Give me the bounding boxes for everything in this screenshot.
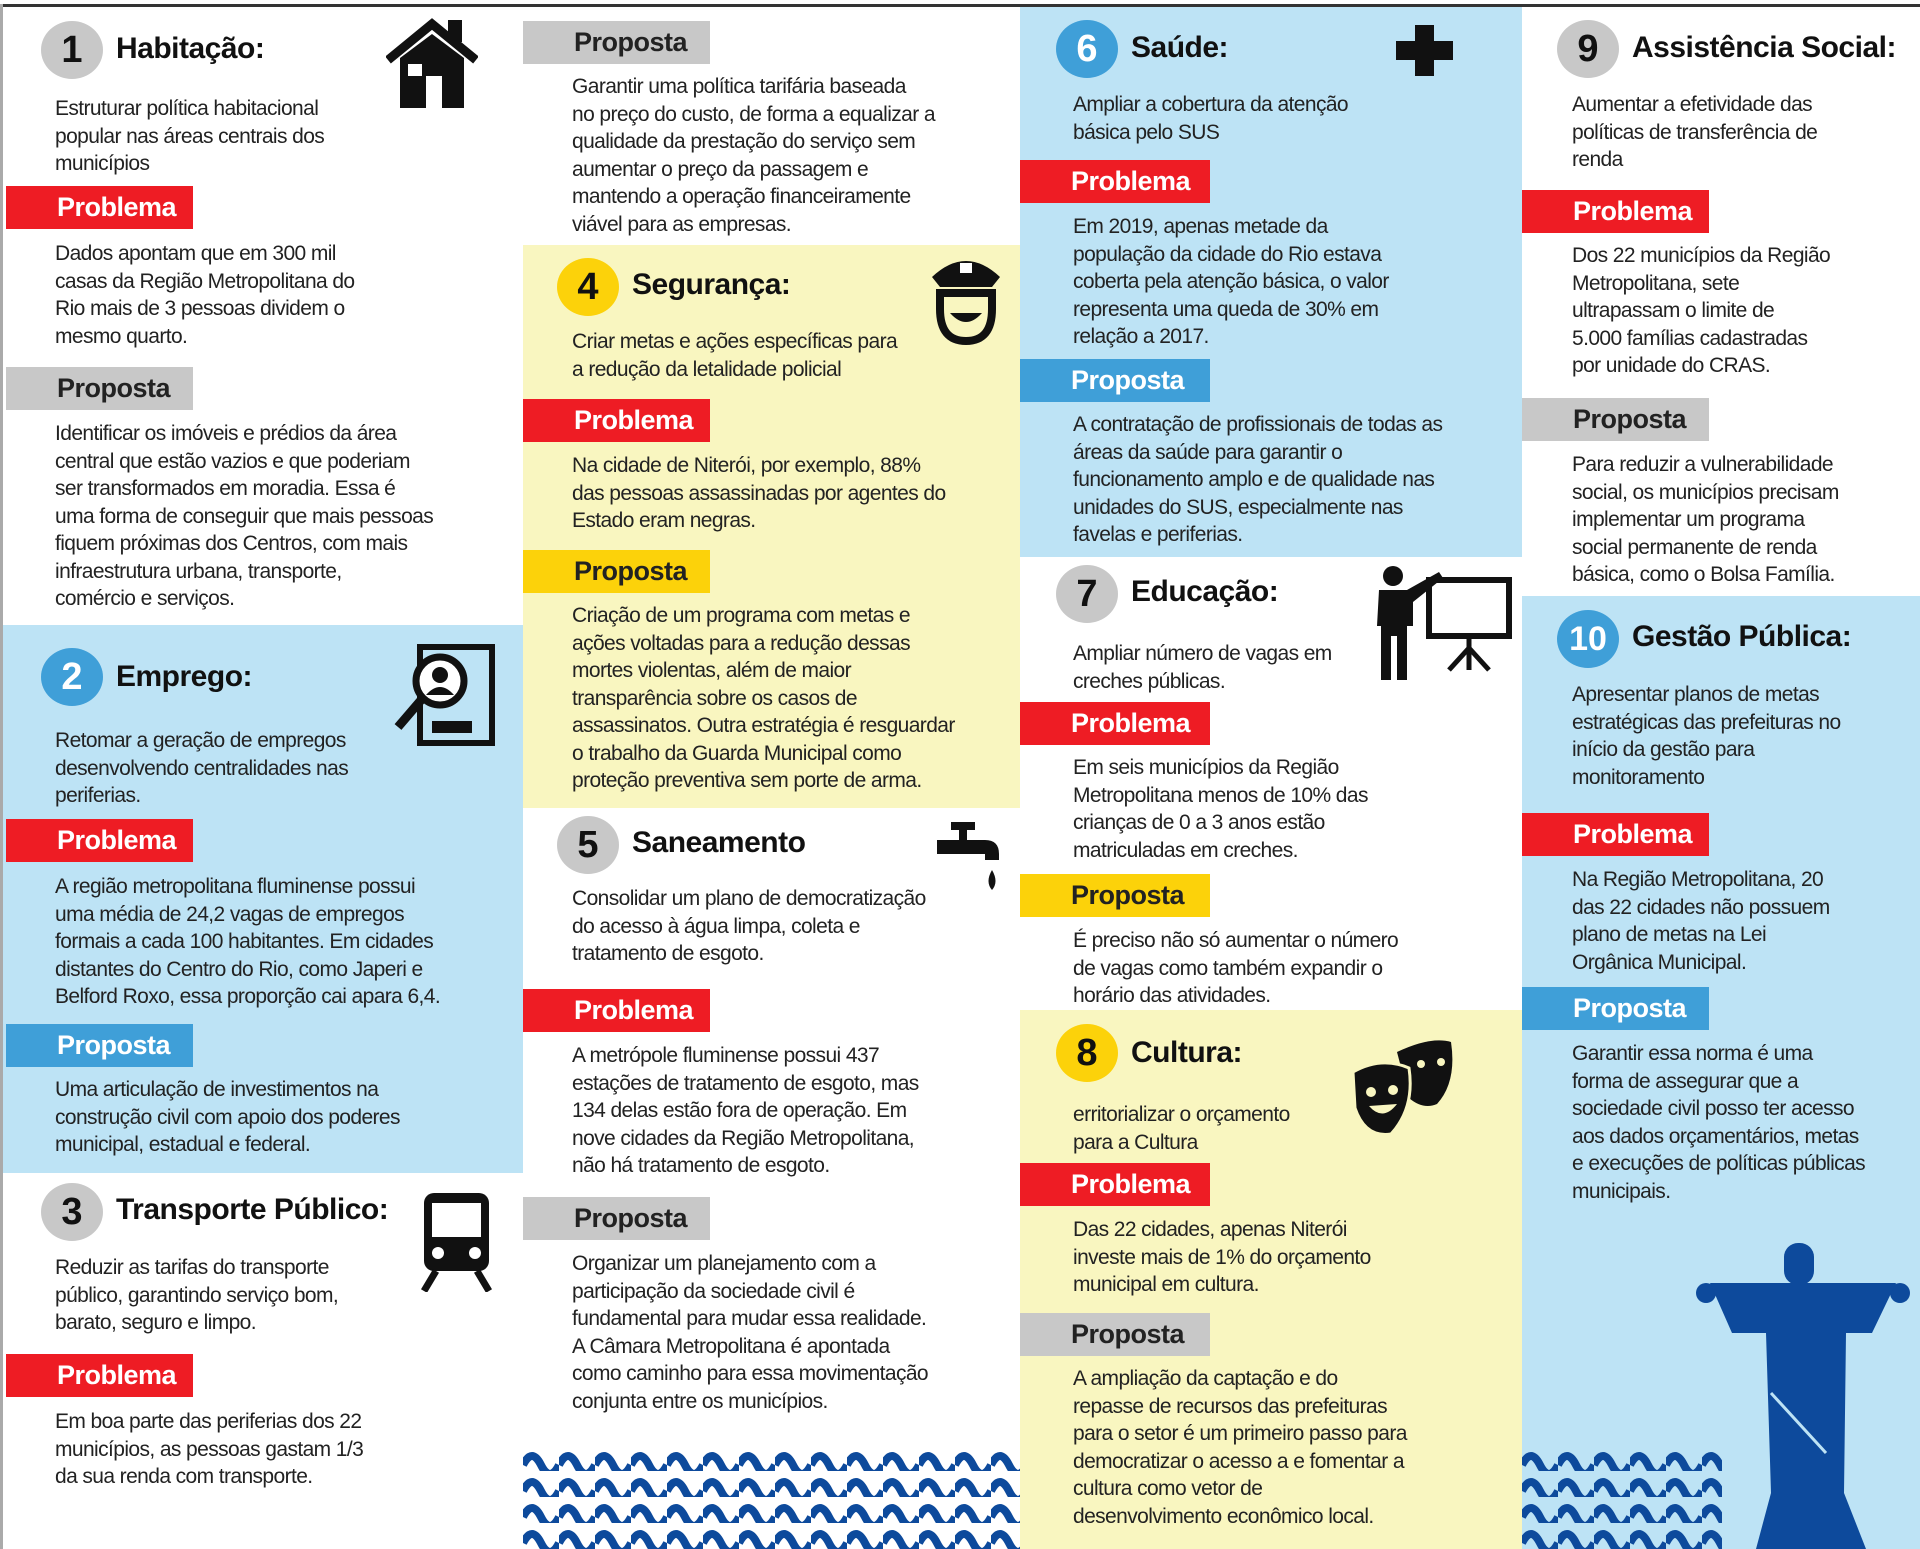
section-7-problema-label: Problema: [1020, 702, 1210, 745]
section-7-title: Educação:: [1131, 575, 1279, 608]
section-7-goal-text: Ampliar número de vagas em creches públicas.: [1073, 642, 1332, 693]
section-10-title: Gestão Pública:: [1632, 620, 1852, 653]
section-2-proposta-text: Uma articulação de investimentos na construção civil com apoio dos poderes municipal, estadual e federal.: [55, 1078, 400, 1156]
section-1-proposta-label: Proposta: [6, 367, 193, 410]
train-icon: [420, 1191, 493, 1297]
section-6-problema-text: Em 2019, apenas metade da população da cidade do Rio estava coberta pela atenção básica, o valor representa uma queda de 30% em relação a 2017.: [1073, 215, 1389, 348]
section-8-problema-label: Problema: [1020, 1163, 1210, 1206]
section-2-problema-label: Problema: [6, 819, 193, 862]
section-3-problema-text: Em boa parte das periferias dos 22 municípios, as pessoas gastam 1/3 da sua renda com transporte.: [55, 1410, 364, 1488]
section-5-proposta-label: Proposta: [523, 1197, 710, 1240]
theater-masks-icon: [1351, 1038, 1453, 1144]
section-1-proposta-text: Identificar os imóveis e prédios da área central que estão vazios e que poderiam ser transformados em moradia. Essa é uma forma de conseguir que mais pessoas fiquem próximas dos Centros, com mais infraestrutura urbana, transporte, comércio e serviços.: [55, 422, 434, 610]
section-4-title: Segurança:: [632, 268, 791, 301]
section-6-number-badge: 6: [1056, 20, 1118, 78]
section-7-number-badge: 7: [1056, 565, 1118, 623]
section-3-title: Transporte Público:: [116, 1193, 389, 1226]
section-6-proposta-text: A contratação de profissionais de todas as áreas da saúde para garantir o funcionamento amplo e de qualidade nas unidades do SUS, especialmente nas favelas e periferias.: [1073, 413, 1443, 546]
top-border: [0, 4, 1920, 7]
section-10-goal-text: Apresentar planos de metas estratégicas das prefeituras no início da gestão para monitoramento: [1572, 683, 1841, 789]
section-7-proposta-text: É preciso não só aumentar o número de vagas como também expandir o horário das atividades.: [1073, 929, 1399, 1007]
section-2-title: Emprego:: [116, 660, 253, 693]
section-10-problema-label: Problema: [1522, 813, 1709, 856]
section-9-proposta-text: Para reduzir a vulnerabilidade social, os municípios precisam implementar um programa social permanente de renda básica, como o Bolsa Família.: [1572, 453, 1839, 586]
section-4-problema-label: Problema: [523, 399, 710, 442]
section-10-proposta-label: Proposta: [1522, 987, 1709, 1030]
section-8-proposta-label: Proposta: [1020, 1313, 1210, 1356]
section-1-problema-text: Dados apontam que em 300 mil casas da Região Metropolitana do Rio mais de 3 pessoas dividem o mesmo quarto.: [55, 242, 355, 348]
section-1-title: Habitação:: [116, 32, 265, 65]
section-4-problema-text: Na cidade de Niterói, por exemplo, 88% das pessoas assassinadas por agentes do Estado eram negras.: [572, 454, 946, 532]
section-1-problema-label: Problema: [6, 186, 193, 229]
section-4-proposta-text: Criação de um programa com metas e ações voltadas para a redução dessas mortes violentas, além de maior transparência sobre os casos de assassinatos. Outra estratégia é resguardar o trabalho da Guarda Municipal como proteção preventiva sem porte de arma.: [572, 604, 955, 792]
section-6-problema-label: Problema: [1020, 160, 1210, 203]
section-10-problema-text: Na Região Metropolitana, 20 das 22 cidades não possuem plano de metas na Lei Orgânica Municipal.: [1572, 868, 1830, 974]
waves-decoration-icon: [1522, 1445, 1722, 1549]
section-5-title: Saneamento: [632, 826, 806, 859]
section-2-problema-text: A região metropolitana fluminense possui uma média de 24,2 vagas de empregos formais a cada 100 habitantes. Em cidades distantes do Centro do Rio, como Japeri e Belford Roxo, essa proporção cai apara 6,4.: [55, 875, 441, 1008]
section-3-proposta-text: Garantir uma política tarifária baseada no preço do custo, de forma a equalizar a qualidade da prestação do serviço sem aumentar o preço da passagem e mantendo a operação financeiramente viável para as empresas.: [572, 75, 935, 236]
section-5-proposta-text: Organizar um planejamento com a participação da sociedade civil é fundamental para mudar essa realidade. A Câmara Metropolitana é apontada como caminho para essa movimentação conjunta entre os municípios.: [572, 1252, 929, 1413]
section-7-proposta-label: Proposta: [1020, 874, 1210, 917]
section-10-number-badge: 10: [1557, 610, 1619, 668]
section-2-goal-text: Retomar a geração de empregos desenvolvendo centralidades nas periferias.: [55, 729, 349, 807]
section-6-goal-text: Ampliar a cobertura da atenção básica pelo SUS: [1073, 93, 1349, 144]
section-3-problema-label: Problema: [6, 1354, 193, 1397]
section-3-proposta-label: Proposta: [523, 21, 710, 64]
section-8-problema-text: Das 22 cidades, apenas Niterói investe mais de 1% do orçamento municipal em cultura.: [1073, 1218, 1371, 1296]
section-4-proposta-label: Proposta: [523, 550, 710, 593]
waves-decoration-icon: [523, 1445, 1020, 1549]
section-2-proposta-label: Proposta: [6, 1024, 193, 1067]
section-2-number-badge: 2: [41, 648, 103, 706]
section-6-title: Saúde:: [1131, 31, 1229, 64]
section-9-title: Assistência Social:: [1632, 31, 1896, 64]
house-icon: [386, 18, 478, 113]
teacher-icon: [1369, 566, 1512, 685]
section-7-problema-text: Em seis municípios da Região Metropolitana menos de 10% das crianças de 0 a 3 anos estão matriculadas em creches.: [1073, 756, 1368, 862]
section-8-proposta-text: A ampliação da captação e do repasse de recursos das prefeituras para o setor é um primeiro passo para democratizar o acesso a e fomentar a cultura como vetor de desenvolvimento econômico local.: [1073, 1367, 1407, 1528]
left-border: [0, 4, 3, 1549]
section-1-goal-text: Estruturar política habitacional popular nas áreas centrais dos municípios: [55, 97, 325, 175]
section-6-proposta-label: Proposta: [1020, 359, 1210, 402]
faucet-icon: [937, 820, 1004, 905]
section-4-goal-text: Criar metas e ações específicas para a redução da letalidade policial: [572, 330, 898, 381]
section-8-title: Cultura:: [1131, 1036, 1242, 1069]
section-10-proposta-text: Garantir essa norma é uma forma de assegurar que a sociedade civil posso ter acesso aos dados orçamentários, metas e execuções de políticas públicas municipais.: [1572, 1042, 1866, 1203]
section-5-problema-text: A metrópole fluminense possui 437 estações de tratamento de esgoto, mas 134 delas estão fora de operação. Em nove cidades da Região Metropolitana, não há tratamento de esgoto.: [572, 1044, 919, 1177]
job-search-icon: [392, 643, 496, 752]
section-1-number-badge: 1: [41, 21, 103, 79]
section-4-number-badge: 4: [557, 258, 619, 316]
health-cross-icon: [1396, 25, 1453, 81]
section-9-number-badge: 9: [1557, 20, 1619, 78]
section-3-goal-text: Reduzir as tarifas do transporte público, garantindo serviço bom, barato, seguro e limpo.: [55, 1256, 339, 1334]
police-officer-icon: [928, 251, 1004, 350]
section-5-problema-label: Problema: [523, 989, 710, 1032]
section-9-proposta-label: Proposta: [1522, 398, 1709, 441]
section-5-number-badge: 5: [557, 816, 619, 874]
section-9-goal-text: Aumentar a efetividade das políticas de transferência de renda: [1572, 93, 1818, 171]
section-9-problema-text: Dos 22 municípios da Região Metropolitana, sete ultrapassam o limite de 5.000 famílias cadastradas por unidade do CRAS.: [1572, 244, 1831, 377]
section-8-number-badge: 8: [1056, 1024, 1118, 1082]
section-8-goal-text: erritorializar o orçamento para a Cultura: [1073, 1103, 1290, 1154]
christ-redeemer-statue-icon: [1696, 1243, 1910, 1549]
section-9-problema-label: Problema: [1522, 190, 1709, 233]
section-3-number-badge: 3: [41, 1183, 103, 1241]
section-5-goal-text: Consolidar um plano de democratização do acesso à água limpa, coleta e tratamento de esgoto.: [572, 887, 926, 965]
